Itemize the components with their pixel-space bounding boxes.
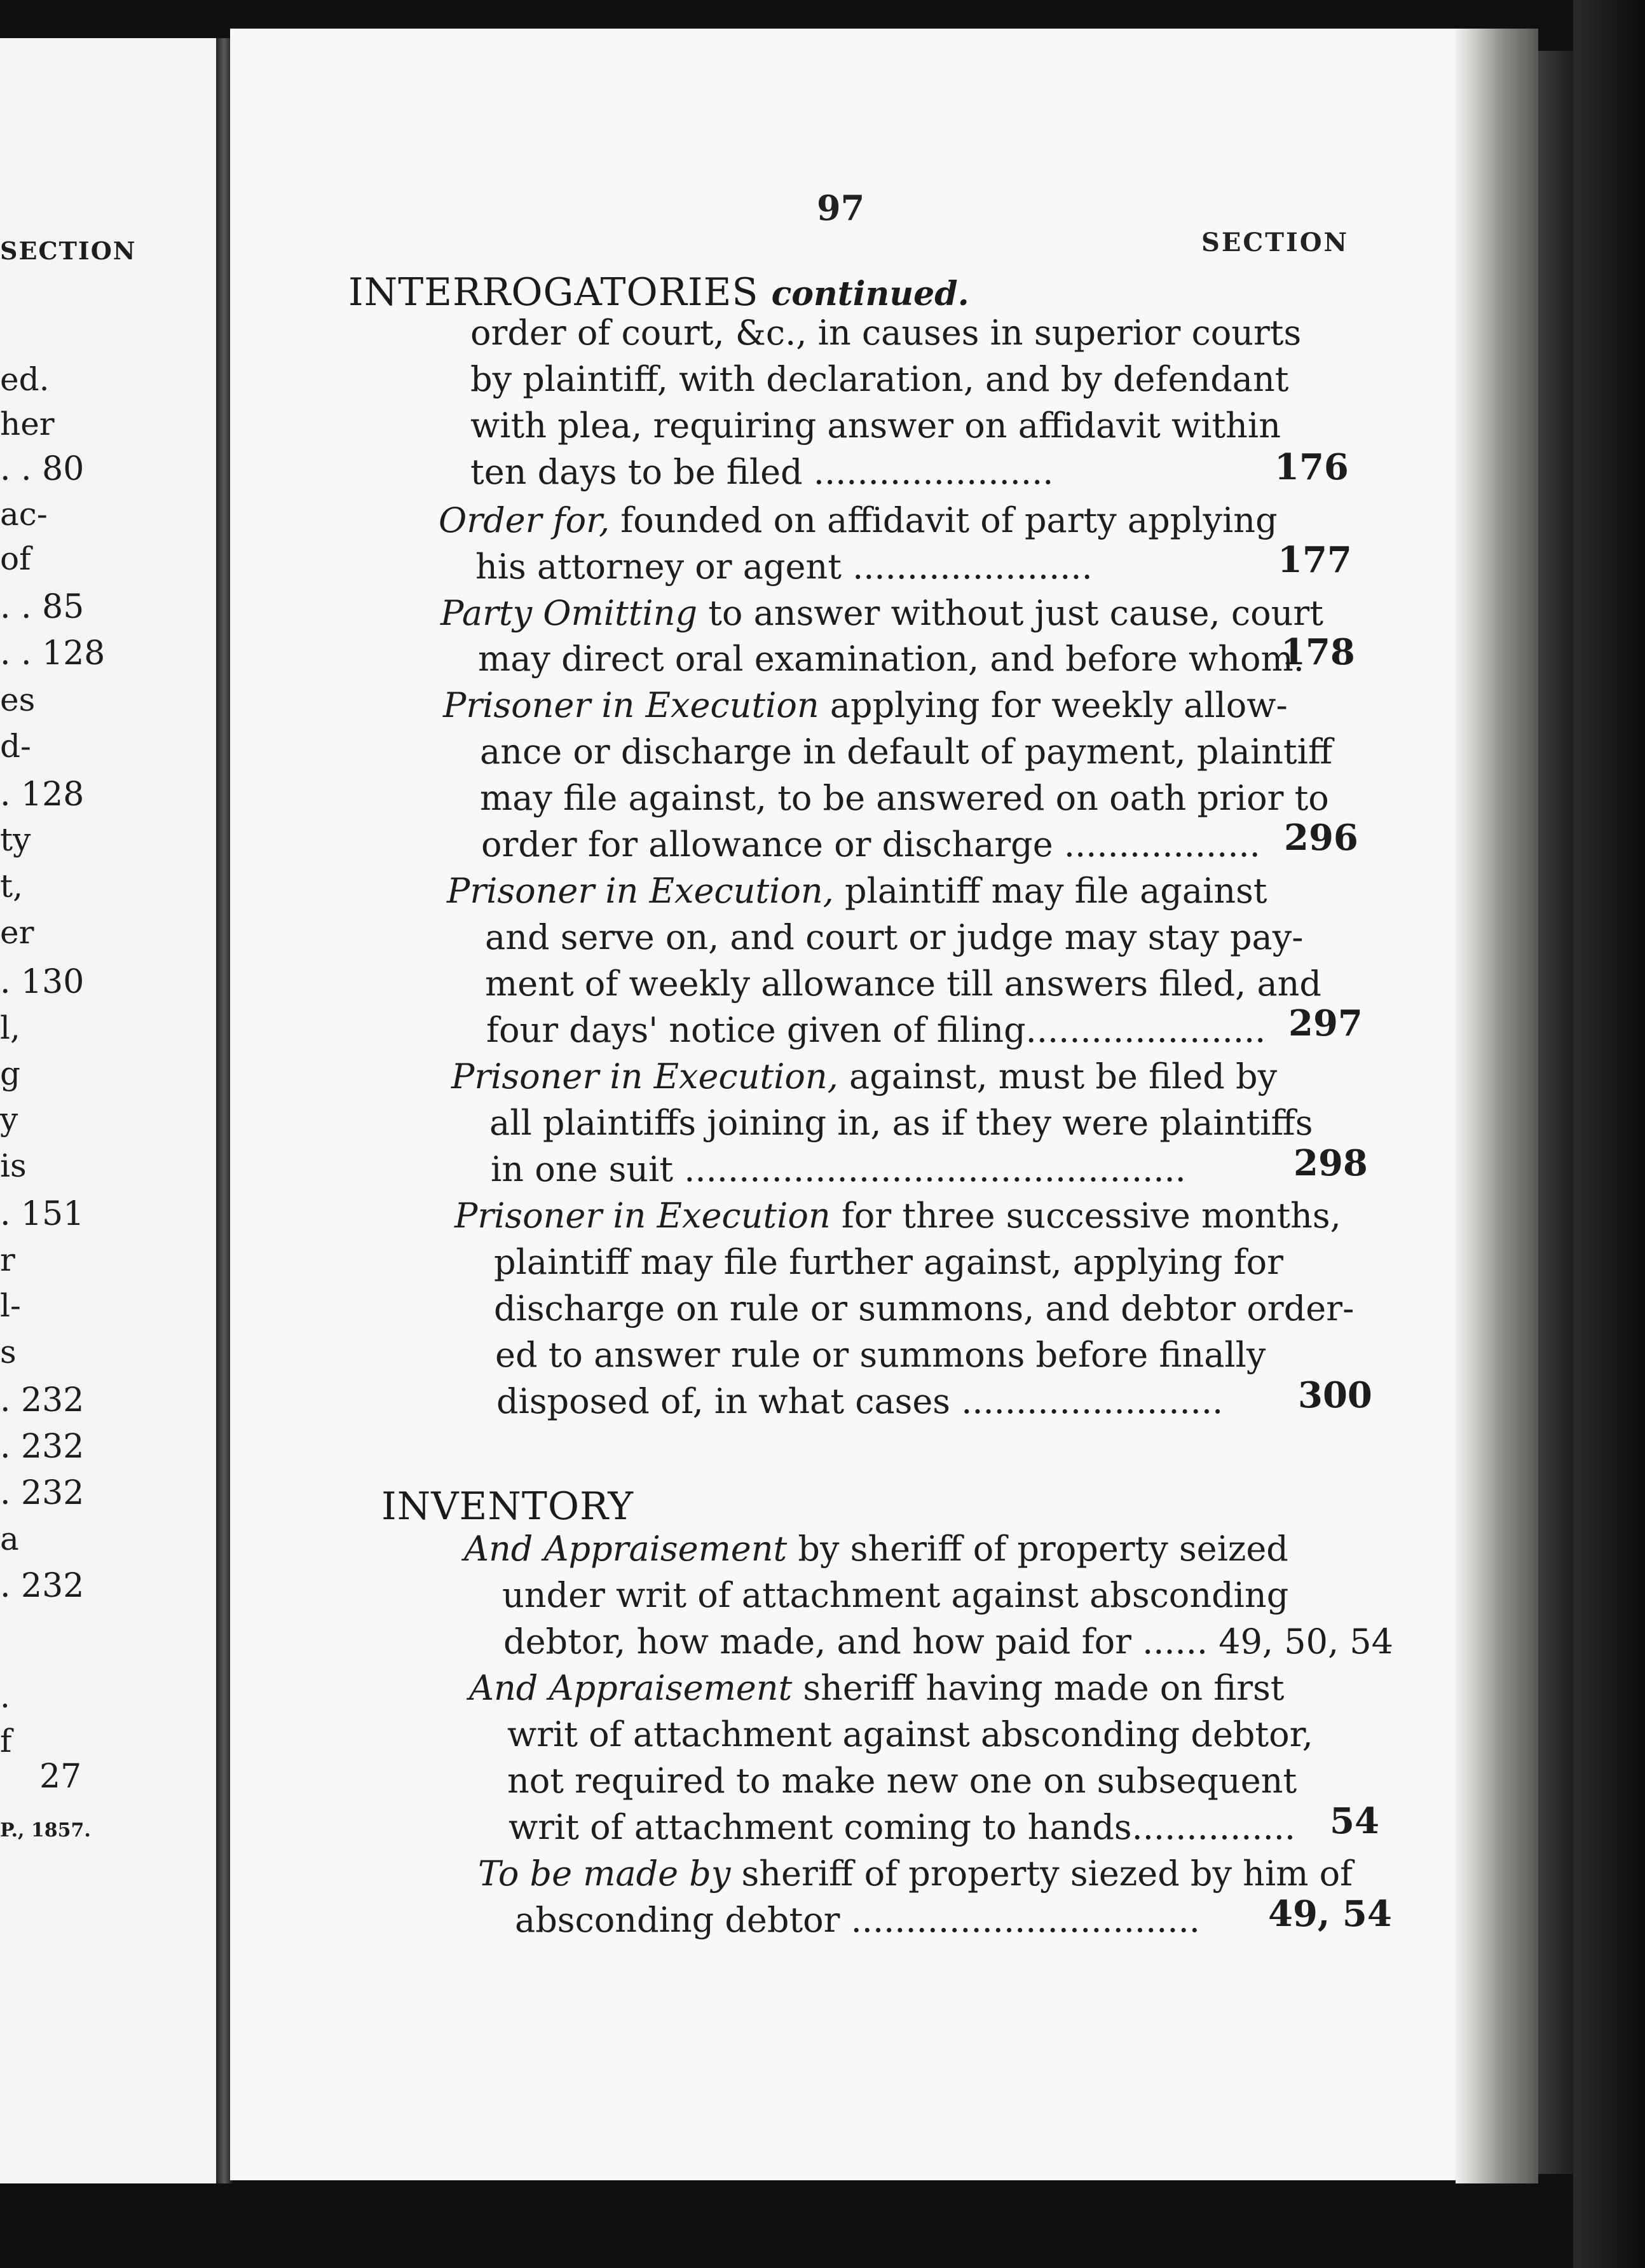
entry-line: with plea, requiring answer on affidavit within (470, 406, 1281, 446)
entry-text: against, must be filed by (838, 1056, 1278, 1096)
left-footer-year: P., 1857. (0, 1819, 91, 1841)
entry-text: sheriff of property siezed by him of (730, 1854, 1353, 1894)
entry-line: absconding debtor ................................ (515, 1900, 1200, 1940)
entry-line: ed to answer rule or summons before finally (495, 1335, 1266, 1375)
left-section-header: SECTION (0, 236, 137, 265)
section-ref: 296 (1284, 817, 1358, 859)
left-fragment: r (0, 1241, 15, 1278)
entry-lead: Prisoner in Execution (443, 685, 819, 725)
heading-text: INVENTORY (381, 1484, 634, 1529)
entry-line: discharge on rule or summons, and debtor order- (494, 1288, 1355, 1329)
entry-prisoner-297 (447, 871, 1267, 911)
entry-text: founded on affidavit of party applying (610, 500, 1278, 540)
entry-appraisement-2 (469, 1668, 1285, 1708)
entry-lead: Prisoner in Execution, (447, 871, 834, 911)
entry-text: plaintiff may file against (833, 871, 1267, 911)
page-number: 97 (817, 188, 865, 228)
entry-lead: Prisoner in Execution (454, 1196, 831, 1236)
entry-line: ance or discharge in default of payment, plaintiff (480, 732, 1333, 772)
entry-line: ment of weekly allowance till answers filed, and (485, 964, 1321, 1004)
section-ref: 298 (1293, 1142, 1368, 1184)
section-ref: 178 (1281, 631, 1355, 673)
left-fragment: es (0, 681, 36, 718)
entry-line: under writ of attachment against absconding (502, 1575, 1289, 1615)
section-ref: 176 (1274, 446, 1349, 488)
left-ref: . 128 (0, 775, 85, 814)
left-fragment: f (0, 1723, 12, 1759)
entry-line: and serve on, and court or judge may stay pay- (485, 917, 1304, 957)
entry-prisoner-300 (454, 1196, 1341, 1236)
entry-text: for three successive months, (830, 1196, 1341, 1236)
left-fragment: ty (0, 821, 31, 858)
entry-line: by plaintiff, with declaration, and by defendant (470, 359, 1289, 399)
left-fragment: er (0, 914, 34, 951)
entry-lead: And Appraisement (464, 1529, 788, 1569)
section-header: SECTION (1201, 228, 1349, 257)
entry-to-be-made-by (478, 1854, 1353, 1894)
left-ref: . 232 (0, 1474, 85, 1512)
left-fragment: t, (0, 868, 23, 905)
entry-text: to answer without just cause, court (697, 593, 1323, 633)
left-footer-number: 27 (39, 1758, 82, 1796)
entry-lead: And Appraisement (469, 1668, 793, 1708)
left-fragment: s (0, 1334, 17, 1370)
left-ref: . . 128 (0, 634, 106, 673)
left-fragment: y (0, 1101, 18, 1138)
left-fragment: her (0, 406, 55, 442)
entry-appraisement-1 (464, 1529, 1288, 1569)
left-fragment: ac- (0, 496, 48, 533)
section-ref: 54 (1330, 1800, 1379, 1842)
section-ref: 49, 54 (1268, 1893, 1392, 1935)
entry-line: his attorney or agent ...................... (475, 547, 1093, 587)
left-ref: . . 80 (0, 450, 85, 488)
entry-line: in one suit .............................................. (491, 1149, 1186, 1189)
entry-order-for (439, 500, 1278, 540)
entry-lead: To be made by (478, 1854, 731, 1894)
entry-lead: Party Omitting (440, 593, 698, 633)
left-ref: . . 85 (0, 588, 85, 626)
entry-line: ten days to be filed ...................... (470, 452, 1054, 492)
left-fragment: . (0, 1678, 10, 1715)
left-page (0, 38, 223, 2183)
left-fragment: ed. (0, 361, 50, 398)
heading-suffix: continued. (771, 275, 969, 313)
left-ref: . 232 (0, 1381, 85, 1419)
entry-lead: Order for, (439, 500, 610, 540)
left-fragment: l, (0, 1009, 20, 1046)
left-ref: . 232 (0, 1428, 85, 1466)
entry-prisoner-298 (451, 1056, 1278, 1096)
entry-line: disposed of, in what cases ........................ (496, 1381, 1224, 1421)
entry-line: may file against, to be answered on oath prior to (480, 778, 1329, 818)
left-fragment: g (0, 1055, 21, 1092)
left-ref: . 232 (0, 1567, 85, 1605)
entry-text: by sheriff of property seized (787, 1529, 1288, 1569)
entry-prisoner-296 (443, 685, 1288, 725)
left-fragment: d- (0, 728, 31, 765)
entry-line: not required to make new one on subsequent (507, 1761, 1297, 1801)
entry-line: all plaintiffs joining in, as if they were plaintiffs (489, 1103, 1313, 1143)
left-fragment: of (0, 540, 31, 577)
entry-line: order of court, &c., in causes in superior courts (470, 313, 1302, 353)
left-fragment: l- (0, 1287, 21, 1324)
entry-line: four days' notice given of filing...................... (486, 1010, 1266, 1050)
heading-inventory (381, 1484, 634, 1529)
left-fragment: a (0, 1520, 19, 1557)
left-fragment: is (0, 1147, 27, 1184)
left-ref: . 130 (0, 963, 85, 1001)
section-ref: 297 (1288, 1002, 1363, 1044)
entry-line: writ of attachment coming to hands............... (509, 1807, 1296, 1847)
background-edge (1573, 0, 1645, 2268)
section-ref: 300 (1298, 1374, 1372, 1416)
page-edge (1456, 29, 1538, 2183)
entry-line: writ of attachment against absconding debtor, (507, 1714, 1313, 1754)
entry-line: debtor, how made, and how paid for ...... 49, 50, 54 (503, 1622, 1394, 1662)
entry-text: applying for weekly allow- (819, 685, 1288, 725)
entry-line: order for allowance or discharge .................. (481, 824, 1260, 864)
page-edge-shadow (1538, 51, 1573, 2174)
entry-party-omitting (440, 593, 1323, 633)
heading-text: INTERROGATORIES (348, 270, 759, 315)
entry-line: may direct oral examination, and before whom. (478, 639, 1304, 679)
entry-lead: Prisoner in Execution, (451, 1056, 838, 1096)
left-ref: . 151 (0, 1195, 85, 1233)
section-ref: 177 (1278, 539, 1352, 581)
entry-line: plaintiff may file further against, applying for (494, 1242, 1283, 1282)
heading-interrogatories (348, 270, 969, 315)
entry-text: sheriff having made on first (792, 1668, 1285, 1708)
